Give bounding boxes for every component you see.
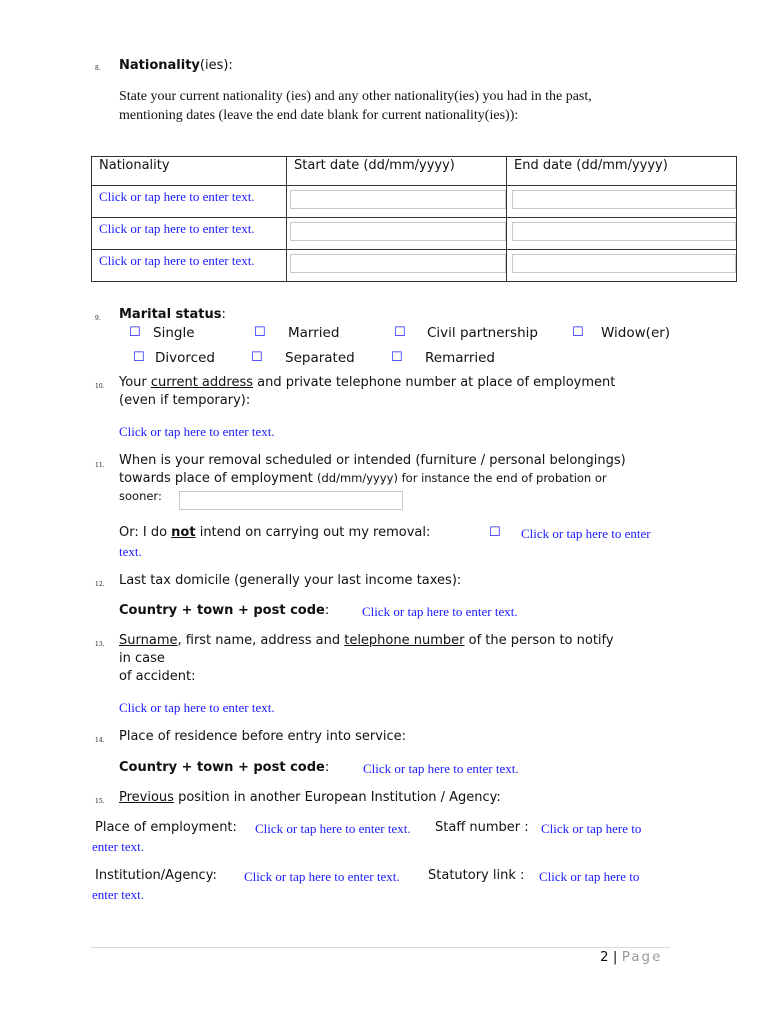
institution-agency-label: Institution/Agency: xyxy=(95,868,217,883)
q13-line1 xyxy=(119,633,614,648)
divorced-checkbox[interactable]: ☐ xyxy=(133,350,145,365)
col-header-nationality: Nationality xyxy=(92,157,287,186)
item-number-10: 10. xyxy=(95,383,105,390)
q15-line1 xyxy=(119,790,501,805)
q8-heading xyxy=(119,58,233,73)
institution-agency-input[interactable]: Click or tap here to enter text. xyxy=(244,869,400,884)
nationality-table-header xyxy=(92,157,737,186)
q11-not: not xyxy=(171,525,196,540)
col-header-start-date: Start date (dd/mm/yyyy) xyxy=(287,157,507,186)
remarried-label: Remarried xyxy=(425,350,495,366)
statutory-link-label: Statutory link : xyxy=(428,868,525,883)
emergency-contact-input[interactable]: Click or tap here to enter text. xyxy=(119,700,275,715)
q12-colon: : xyxy=(324,603,330,618)
q13-post: of the person to notify xyxy=(464,633,614,648)
table-row xyxy=(92,218,737,250)
end-date-field[interactable] xyxy=(512,254,736,273)
nationality-input[interactable]: Click or tap here to enter text. xyxy=(99,253,255,268)
q13-mid: , first name, address and xyxy=(177,633,345,648)
q13-line2: in case xyxy=(119,651,165,666)
nationality-cell[interactable] xyxy=(92,218,287,250)
q11-line2-a: towards place of employment xyxy=(119,471,317,486)
q12-label-bold: Country + town + post code xyxy=(119,603,325,618)
statutory-link-input[interactable]: Click or tap here to xyxy=(539,869,640,884)
single-checkbox[interactable]: ☐ xyxy=(129,325,141,340)
q13-surname: Surname xyxy=(119,633,178,648)
q8-description-line2: mentioning dates (leave the end date blank for current nationality(ies)): xyxy=(119,108,519,123)
q15-post: position in another European Institution / Agency: xyxy=(173,790,501,805)
col-header-end-date: End date (dd/mm/yyyy) xyxy=(507,157,737,186)
q8-label-suffix: (ies): xyxy=(199,58,233,73)
q10-line2: (even if temporary): xyxy=(119,393,251,408)
remarried-checkbox[interactable]: ☐ xyxy=(391,350,403,365)
q11-or-line xyxy=(119,525,430,540)
tax-domicile-input[interactable]: Click or tap here to enter text. xyxy=(362,604,518,619)
nationality-input[interactable]: Click or tap here to enter text. xyxy=(99,221,255,236)
item-number-12: 12. xyxy=(95,581,105,588)
q11-or-post: intend on carrying out my removal: xyxy=(195,525,431,540)
item-number-15: 15. xyxy=(95,798,105,805)
q10-post: and private telephone number at place of employment xyxy=(253,375,616,390)
page-footer xyxy=(600,949,662,965)
q8-description-line1: State your current nationality (ies) and any other nationality(ies) you had in the past, xyxy=(119,89,592,104)
q8-label: Nationality xyxy=(119,58,200,73)
no-removal-checkbox[interactable]: ☐ xyxy=(489,525,501,540)
page-word: Page xyxy=(621,949,663,965)
single-label: Single xyxy=(153,325,195,341)
q11-line2-b: (dd/mm/yyyy) for instance the end of probation or xyxy=(317,471,607,485)
q12-label xyxy=(119,603,329,618)
q11-or-pre: Or: I do xyxy=(119,525,172,540)
place-of-employment-input[interactable]: Click or tap here to enter text. xyxy=(255,821,411,836)
statutory-link-input-cont[interactable]: enter text. xyxy=(92,887,144,902)
start-date-cell xyxy=(287,250,507,282)
married-label: Married xyxy=(288,325,340,341)
q14-label xyxy=(119,760,329,775)
q13-telephone-number: telephone number xyxy=(344,633,465,648)
nationality-cell[interactable] xyxy=(92,250,287,282)
start-date-field[interactable] xyxy=(290,190,506,209)
civil-partnership-checkbox[interactable]: ☐ xyxy=(394,325,406,340)
start-date-cell xyxy=(287,186,507,218)
item-number-9: 9. xyxy=(95,315,101,322)
table-row xyxy=(92,186,737,218)
start-date-cell xyxy=(287,218,507,250)
q11-line1: When is your removal scheduled or intended (furniture / personal belongings) xyxy=(119,453,626,468)
item-number-8: 8. xyxy=(95,65,101,72)
end-date-field[interactable] xyxy=(512,190,736,209)
start-date-field[interactable] xyxy=(290,222,506,241)
separated-label: Separated xyxy=(285,350,355,366)
page-separator: | xyxy=(612,949,618,965)
staff-number-label: Staff number : xyxy=(435,820,529,835)
civil-partnership-label: Civil partnership xyxy=(427,325,538,341)
separated-checkbox[interactable]: ☐ xyxy=(251,350,263,365)
q14-colon: : xyxy=(324,760,330,775)
start-date-field[interactable] xyxy=(290,254,506,273)
no-removal-input[interactable]: Click or tap here to enter xyxy=(521,526,651,541)
divorced-label: Divorced xyxy=(155,350,215,366)
staff-number-input[interactable]: Click or tap here to xyxy=(541,821,642,836)
nationality-input[interactable]: Click or tap here to enter text. xyxy=(99,189,255,204)
widower-label: Widow(er) xyxy=(601,325,671,341)
q11-line3: sooner: xyxy=(119,489,162,503)
page-number: 2 xyxy=(600,949,609,965)
item-number-13: 13. xyxy=(95,641,105,648)
q10-line1 xyxy=(119,375,615,390)
widower-checkbox[interactable]: ☐ xyxy=(572,325,584,340)
end-date-cell xyxy=(507,250,737,282)
married-checkbox[interactable]: ☐ xyxy=(254,325,266,340)
q9-colon: : xyxy=(221,307,226,322)
staff-number-input-cont[interactable]: enter text. xyxy=(92,839,144,854)
place-of-employment-label: Place of employment: xyxy=(95,820,237,835)
q14-line1: Place of residence before entry into service: xyxy=(119,729,407,744)
residence-input[interactable]: Click or tap here to enter text. xyxy=(363,761,519,776)
nationality-table xyxy=(91,156,737,282)
end-date-field[interactable] xyxy=(512,222,736,241)
q12-line1: Last tax domicile (generally your last income taxes): xyxy=(119,573,462,588)
q10-pre: Your xyxy=(119,375,151,390)
no-removal-input-cont[interactable]: text. xyxy=(119,544,142,559)
nationality-cell[interactable] xyxy=(92,186,287,218)
q11-line2 xyxy=(119,471,607,486)
table-row xyxy=(92,250,737,282)
item-number-14: 14. xyxy=(95,737,105,744)
q9-label: Marital status xyxy=(119,307,222,322)
end-date-cell xyxy=(507,218,737,250)
q10-current-address: current address xyxy=(150,375,253,390)
q14-label-bold: Country + town + post code xyxy=(119,760,325,775)
footer-divider xyxy=(91,947,670,948)
q13-line3: of accident: xyxy=(119,669,196,684)
end-date-cell xyxy=(507,186,737,218)
current-address-input[interactable]: Click or tap here to enter text. xyxy=(119,424,275,439)
removal-date-input[interactable] xyxy=(179,491,403,510)
q9-heading xyxy=(119,307,226,322)
item-number-11: 11. xyxy=(95,462,105,469)
q15-previous: Previous xyxy=(119,790,174,805)
